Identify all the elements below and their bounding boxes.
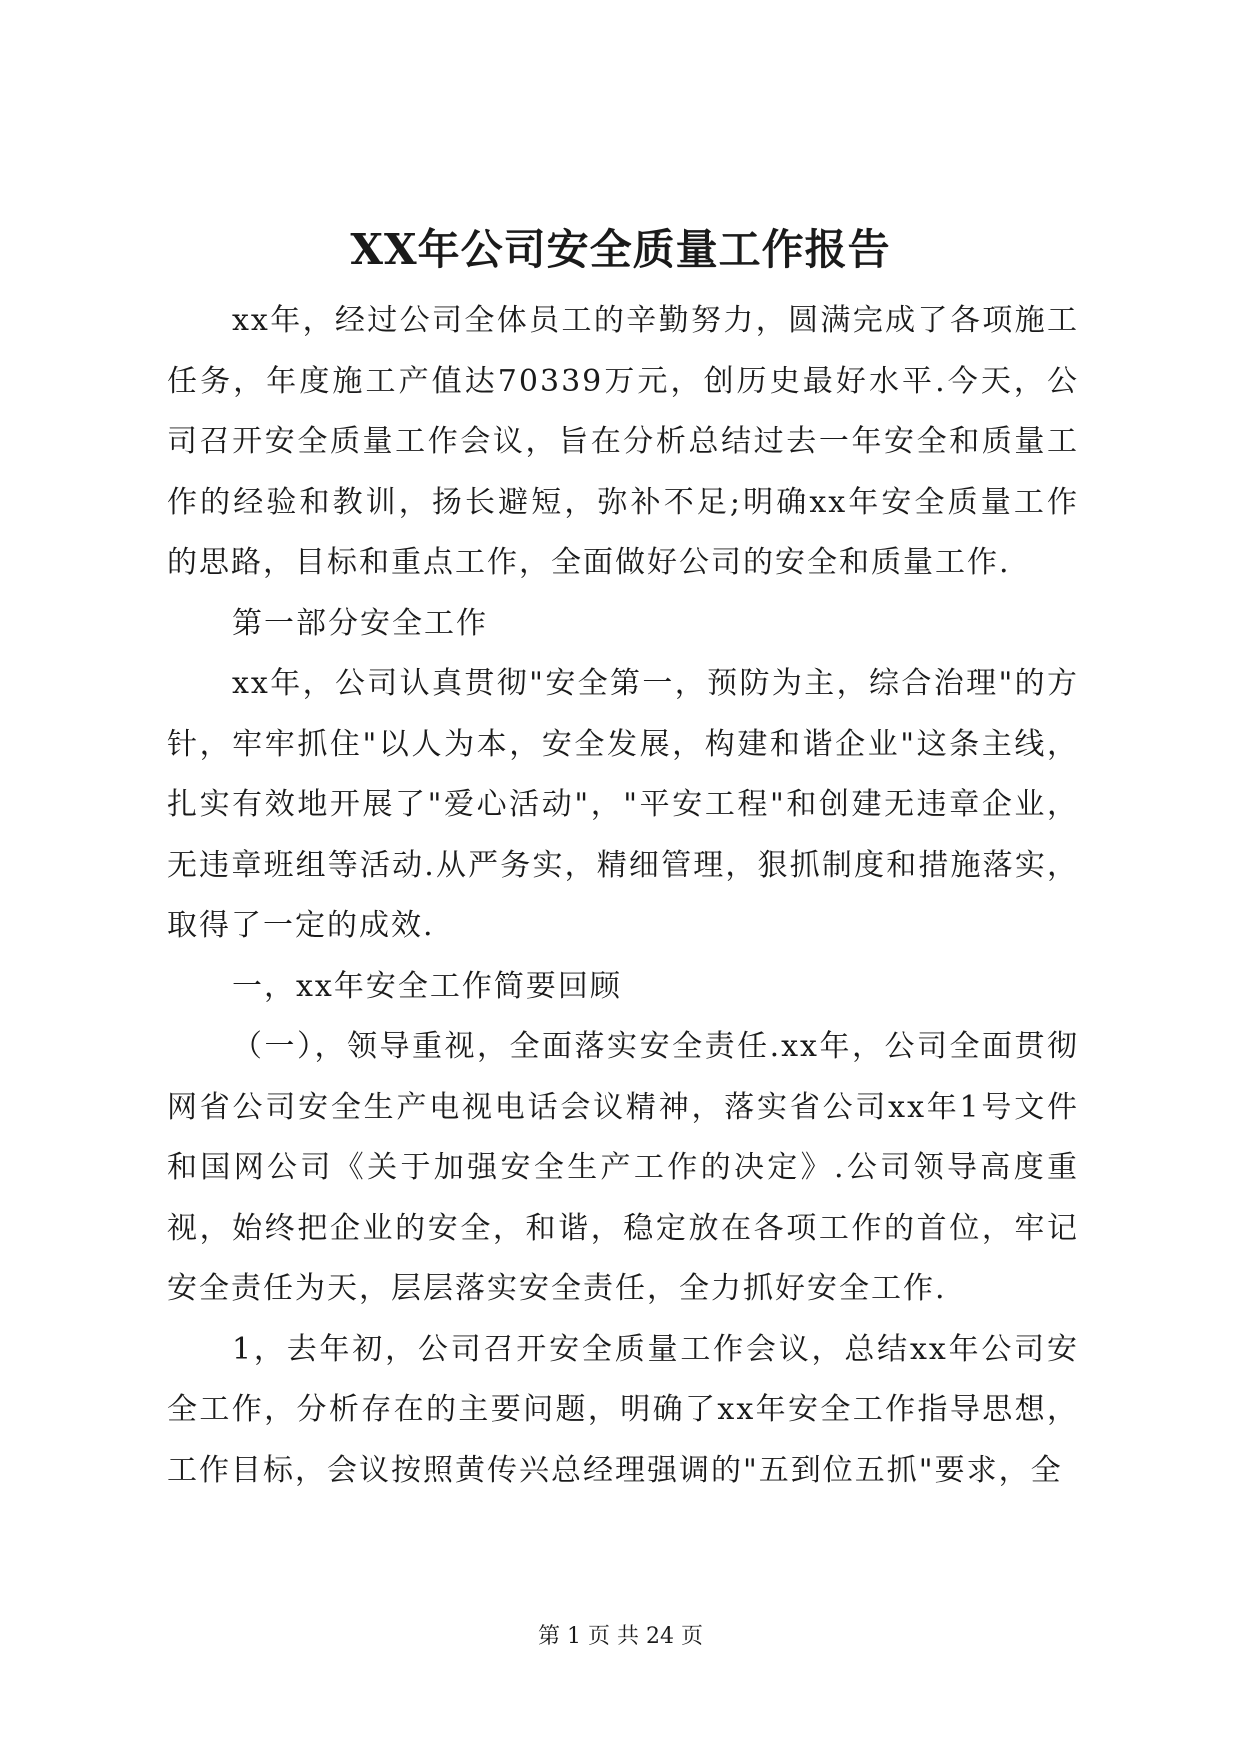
paragraph: （一），领导重视，全面落实安全责任.xx年，公司全面贯彻网省公司安全生产电视电话会议精神，落实省公司xx年1号文件和国网公司《关于加强安全生产工作的决定》.公司领导高度重视，始终把企业的安全，和谐，稳定放在各项工作的首位，牢记安全责任为天，层层落实安全责任，全力抓好安全工作. <box>167 1029 1079 1306</box>
section-heading: 第一部分安全工作 <box>232 605 488 641</box>
document-title: XX年公司安全质量工作报告 <box>350 225 891 274</box>
document-body <box>167 291 1079 1501</box>
paragraph: 1，去年初，公司召开安全质量工作会议，总结xx年公司安全工作，分析存在的主要问题，明确了xx年安全工作指导思想，工作目标，会议按照黄传兴总经理强调的"五到位五抓"要求，全 <box>167 1331 1079 1488</box>
subsection-heading: 一，xx年安全工作简要回顾 <box>232 968 622 1004</box>
paragraph: xx年，公司认真贯彻"安全第一，预防为主，综合治理"的方针，牢牢抓住"以人为本，安全发展，构建和谐企业"这条主线，扎实有效地开展了"爱心活动"，"平安工程"和创建无违章企业，无违章班组等活动.从严务实，精细管理，狠抓制度和措施落实，取得了一定的成效. <box>167 666 1079 943</box>
page-footer: 第 1 页 共 24 页 <box>538 1624 703 1649</box>
paragraph: xx年，经过公司全体员工的辛勤努力，圆满完成了各项施工任务，年度施工产值达70339万元，创历史最好水平.今天，公司召开安全质量工作会议，旨在分析总结过去一年安全和质量工作的经验和教训，扬长避短，弥补不足;明确xx年安全质量工作的思路，目标和重点工作，全面做好公司的安全和质量工作. <box>167 303 1079 580</box>
